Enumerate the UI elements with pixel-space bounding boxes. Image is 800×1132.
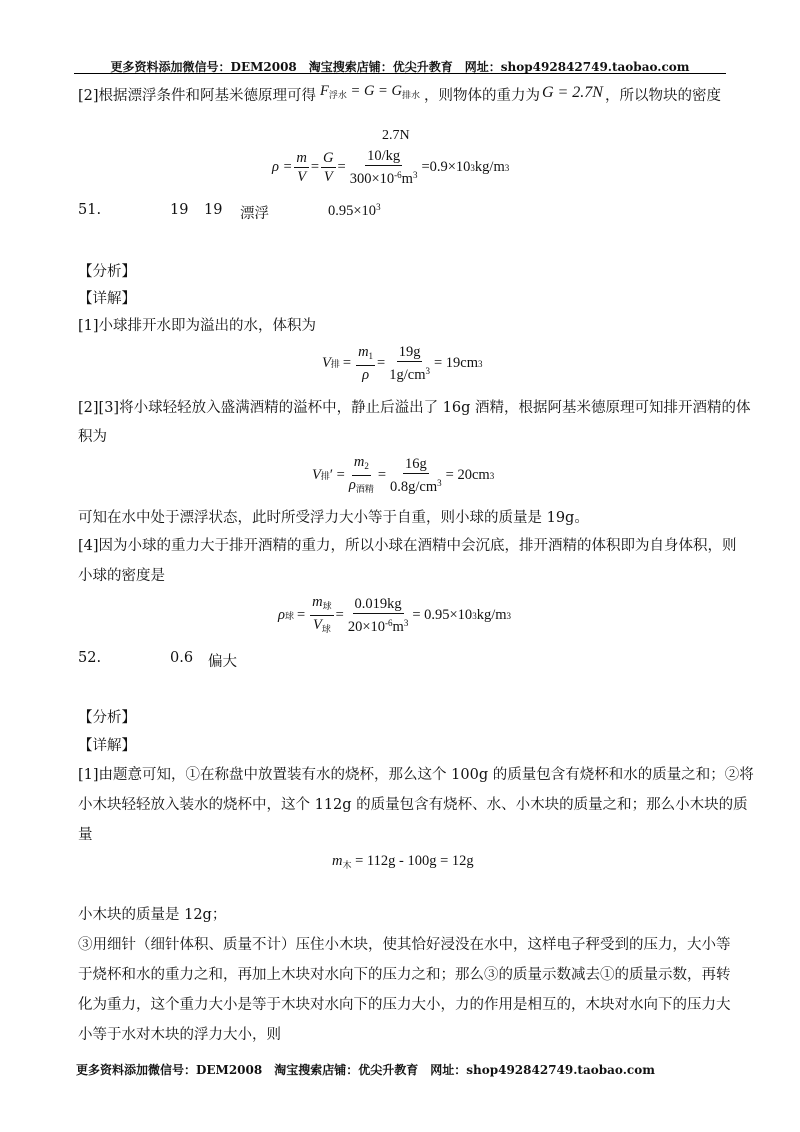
q52-answer-2: 偏大	[208, 654, 237, 670]
q52-answer-1: 0.6	[170, 650, 194, 666]
s52-analysis-heading: 【分析】	[78, 710, 136, 726]
s52-line-4: 小木块的质量是 12g；	[78, 907, 227, 923]
s51-line-1: [1]小球排开水即为溢出的水，体积为	[78, 318, 317, 334]
q51-number: 51.	[78, 202, 102, 218]
s51-line-4: 可知在水中处于漂浮状态，此时所受浮力大小等于自重，则小球的质量是 19g。	[78, 510, 589, 526]
s52-line-6: 于烧杯和水的重力之和，再加上木块对水向下的压力之和；那么③的质量示数减去①的质量示数，再转	[78, 967, 731, 983]
q51-answer-3: 漂浮	[240, 206, 269, 222]
s52-explanation-heading: 【详解】	[78, 738, 136, 754]
s51-line-5: [4]因为小球的重力大于排开酒精的重力，所以小球在酒精中会沉底，排开酒精的体积即为自身体积，则	[78, 538, 737, 554]
paragraph-p1	[78, 84, 721, 108]
page-footer: 更多资料添加微信号：DEM2008 淘宝搜索店铺：优尖升教育 网址：shop492842749.taobao.com	[76, 1063, 655, 1077]
s51-line-6: 小球的密度是	[78, 568, 165, 584]
q52-number: 52.	[78, 650, 102, 666]
s51-explanation-heading: 【详解】	[78, 291, 136, 307]
density-equation-1: ρ = $\frac{m}{V}$ = $\frac{G}{V}$ = $\frac{10/kg}{300\times 10^{-6}m^3}$ =0.9×10 3 kg/m 3	[272, 148, 510, 187]
s51-line-2: [2][3]将小球轻轻放入盛满酒精的溢杯中，静止后溢出了 16g 酒精，根据阿基米德原理可知排开酒精的体	[78, 400, 751, 416]
page-header: 更多资料添加微信号：DEM2008 淘宝搜索店铺：优尖升教育 网址：shop492842749.taobao.com	[110, 60, 690, 74]
s52-line-8: 小等于水对木块的浮力大小，则	[78, 1027, 281, 1043]
buoyancy-equation: $F_{浮水} = G = G_{排水}$	[320, 83, 420, 100]
p1-text-pre: [2]根据漂浮条件和阿基米德原理可得	[78, 88, 317, 104]
header-rule	[74, 73, 726, 74]
s52-line-5: ③用细针（细针体积、质量不计）压住小木块，使其恰好浸没在水中，这样电子秤受到的压力，大小等	[78, 937, 731, 953]
wood-mass-equation: $m_木 = 112g - 100g = 12g$	[332, 853, 474, 870]
q51-answer-4: $0.95\times 10^3$	[328, 202, 381, 219]
volume-equation-alcohol: V 排 ′ = $\frac{m_2}{\rho_{酒精}}$ = $\frac{16g}{0.8g/cm^3}$ = 20cm 3	[312, 454, 495, 495]
q51-answer-1: 19	[170, 202, 189, 218]
p1-text-mid: ，则物体的重力为	[423, 88, 540, 104]
s52-line-1: [1]由题意可知，①在称盘中放置装有水的烧杯，那么这个 100g 的质量包含有烧杯和水的质量之和；②将	[78, 767, 754, 783]
eq1-top-label: 2.7N	[382, 128, 410, 143]
s52-line-3: 量	[78, 827, 93, 843]
p1-text-post: ，所以物块的密度	[604, 88, 721, 104]
density-equation-ball: ρ 球 = $\frac{m_球}{V_球}$ = $\frac{0.019kg}{20\times 10^{-6}m^3}$ = 0.95×10 3 kg/m 3	[278, 594, 511, 635]
volume-equation-water: V 排 = $\frac{m_1}{\rho}$ = $\frac{19g}{1g/cm^3}$ = 19cm 3	[322, 344, 483, 383]
s51-line-3: 积为	[78, 429, 107, 445]
gravity-value: G = 2.7N	[541, 84, 603, 101]
s52-line-2: 小木块轻轻放入装水的烧杯中，这个 112g 的质量包含有烧杯、水、小木块的质量之和；那么小木块的质	[78, 797, 748, 813]
s51-analysis-heading: 【分析】	[78, 264, 136, 280]
s52-line-7: 化为重力，这个重力大小是等于木块对水向下的压力大小，力的作用是相互的，木块对水向下的压力大	[78, 997, 731, 1013]
q51-answer-2: 19	[204, 202, 223, 218]
